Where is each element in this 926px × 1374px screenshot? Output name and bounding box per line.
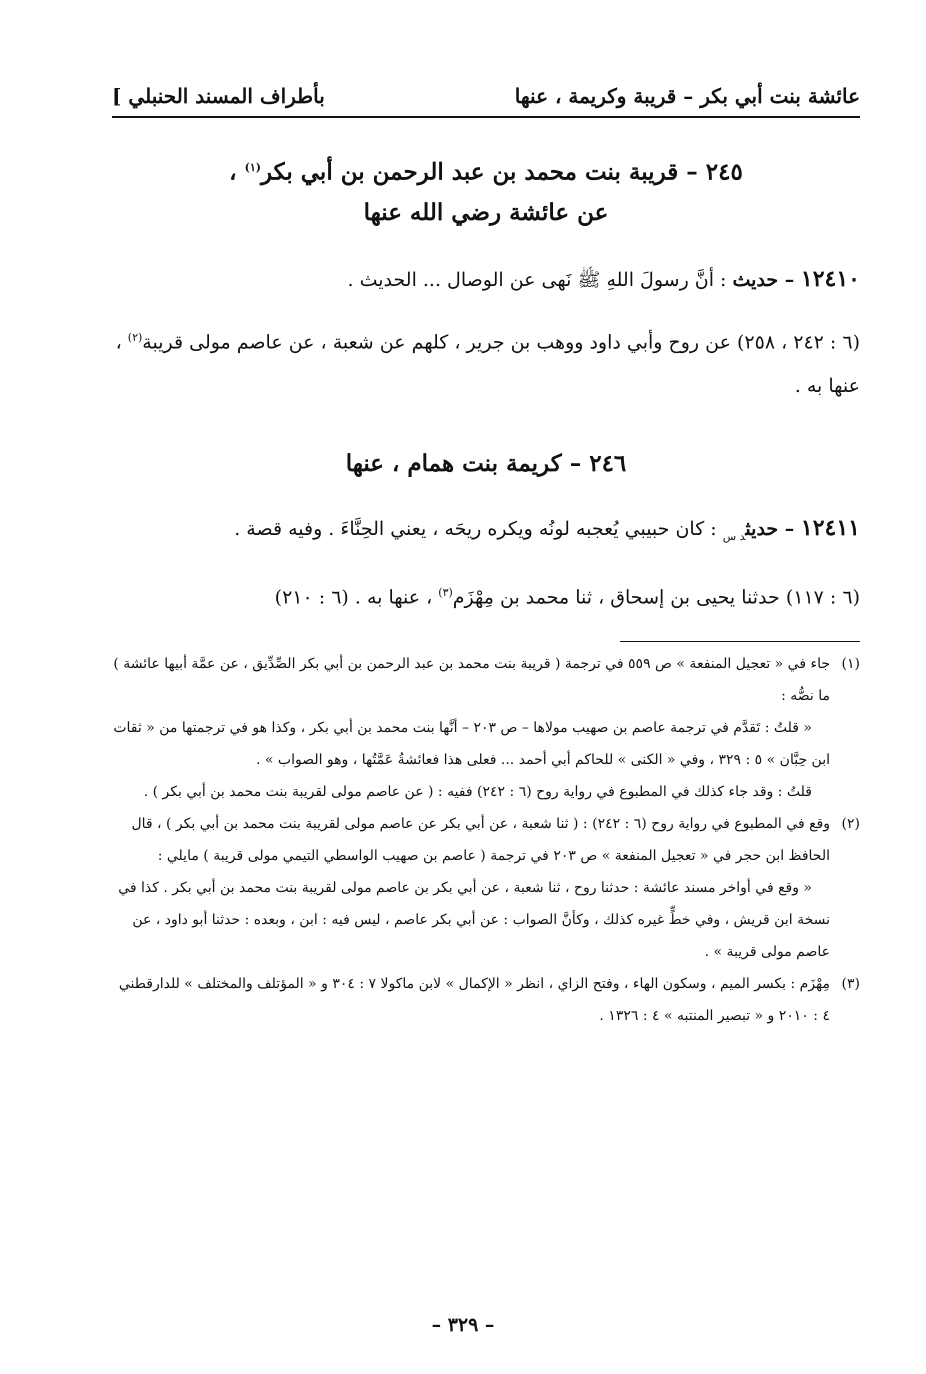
footnote-reference[interactable]: (٣) (438, 585, 453, 599)
book-page (112, 84, 860, 1284)
footnote-number: (٣) (841, 976, 860, 993)
footnote-3 (112, 968, 860, 1032)
book-title: بأطراف المسند الحنبلي ] (112, 84, 325, 108)
footnote-body (112, 648, 830, 808)
footnote-reference[interactable]: (٢) (127, 330, 143, 344)
chapter-subtitle-line: عن عائشة رضي الله عنها (363, 198, 609, 226)
footnote-body (112, 968, 830, 1032)
footnote-paragraph: وقع في المطبوع في رواية روح (٦ : ٢٤٢) : ( ثنا شعبة ، عن أبي بكر عن عاصم مولى لقريبة بنت محمد بن أبي بكر ) ، قال الحافظ ابن حجر في « تعجيل المنفعة » ص ٢٠٣ في ترجمة ( عاصم بن صهيب الواسطي التيمي مولى قريبة ) مايلي : (131, 816, 830, 865)
footnote-paragraph: « وقع في أواخر مسند عائشة : حدثنا روح ، ثنا شعبة ، عن أبي بكر بن عاصم مولى لقريبة بنت محمد بن أبي بكر . كذا في نسخة ابن قريش ، وفي خطٍّ غيره كذلك ، وكأنَّ الصواب : عن أبي بكر عاصم ، ليس فيه : ابن ، وبعده : حدثنا أبو داود ، عن عاصم مولى قريبة » . (118, 880, 830, 961)
footnote-paragraph: جاء في « تعجيل المنفعة » ص ٥٥٩ في ترجمة ( قريبة بنت محمد بن عبد الرحمن بن أبي بكر الصِّدِّيق ، عن عمَّة أبيها عائشة ) ما نصُّه : (113, 656, 830, 705)
footnote-2 (112, 808, 860, 968)
footnote-1 (112, 648, 860, 808)
running-header (112, 84, 860, 118)
hadith-text: : كان حبيبي يُعجبه لونُه ويكره ريحَه ، يعني الحِنَّاءَ . وفيه قصة . (234, 517, 723, 540)
footnote-paragraph: قلتُ : وقد جاء كذلك في المطبوع في رواية روح (٦ : ٢٤٢) ففيه : ( عن عاصم مولى لقريبة بنت محمد بن أبي بكر ) . (143, 784, 812, 801)
hadith-number: ١٢٤١٠ (800, 265, 860, 292)
isnad-12410: (٦ : ٢٤٢ ، ٢٥٨) عن روح وأبي داود ووهب بن جرير ، كلهم عن شعبة ، عن عاصم مولى قريبة$^{(٢)}$ ، عنها به . (115, 330, 860, 397)
footnote-paragraph: مِهْزَم : بكسر الميم ، وسكون الهاء ، وفتح الزاي ، انظر « الإكمال » لابن ماكولا ٧ : ٣٠٤ و « المؤتلف والمختلف » للدارقطني ٤ : ٢٠١٠ و « تبصير المنتبه » ٤ : ١٣٢٦ . (118, 976, 830, 1025)
footnotes-section (112, 648, 860, 1032)
hadith-label: حديث (732, 268, 779, 291)
page-number: – ٣٢٩ – (431, 1314, 495, 1336)
hadith-label: حديث (745, 517, 779, 540)
hadith-number: ١٢٤١١ (800, 514, 860, 541)
footnote-body (112, 808, 830, 968)
footnote-paragraph: « قلتُ : تَقدَّم في ترجمة عاصم بن صهيب مولاها – ص ٢٠٣ – أنَّها بنت محمد بن أبي بكر ، وكذا هو في ترجمتها من « ثقات ابن حِبَّان » ٥ : ٣٢٩ ، وفي « الكنى » للحاكم أبي أحمد ... فعلى هذا فعائشةُ عَمَّتُها ، وهو الصواب » . (113, 720, 830, 769)
footnote-reference[interactable]: (١) (244, 161, 261, 174)
hadith-entry-12411: ١٢٤١١ – حديث$_{د س}$ : كان حبيبي يُعجبه لونُه ويكره ريحَه ، يعني الحِنَّاءَ . وفيه قصة . (234, 514, 860, 543)
hadith-text: : أنَّ رسولَ اللهِ ﷺ نَهى عن الوصال ... الحديث . (347, 268, 733, 291)
footnote-divider (620, 641, 860, 642)
isnad-12411: (٦ : ١١٧) حدثنا يحيى بن إسحاق ، ثنا محمد بن مِهْزَم$^{(٣)}$ ، عنها به . (٦ : ٢١٠) (274, 585, 860, 609)
chapter-heading-246: ٢٤٦ – كريمة بنت همام ، عنها (345, 449, 627, 477)
chapter-heading-245 (112, 148, 860, 233)
chapter-title-line: ٢٤٥ – قريبة بنت محمد بن عبد الرحمن بن أبي بكر$^{(١)}$ ، (229, 158, 743, 186)
source-marker: د س (722, 529, 746, 543)
section-title: عائشة بنت أبي بكر – قريبة وكريمة ، عنها (514, 84, 860, 108)
footnote-number: (١) (841, 656, 860, 673)
footnote-number: (٢) (841, 816, 860, 833)
hadith-entry-12410: ١٢٤١٠ – حديث : أنَّ رسولَ اللهِ ﷺ نَهى عن الوصال ... الحديث . (347, 265, 860, 292)
